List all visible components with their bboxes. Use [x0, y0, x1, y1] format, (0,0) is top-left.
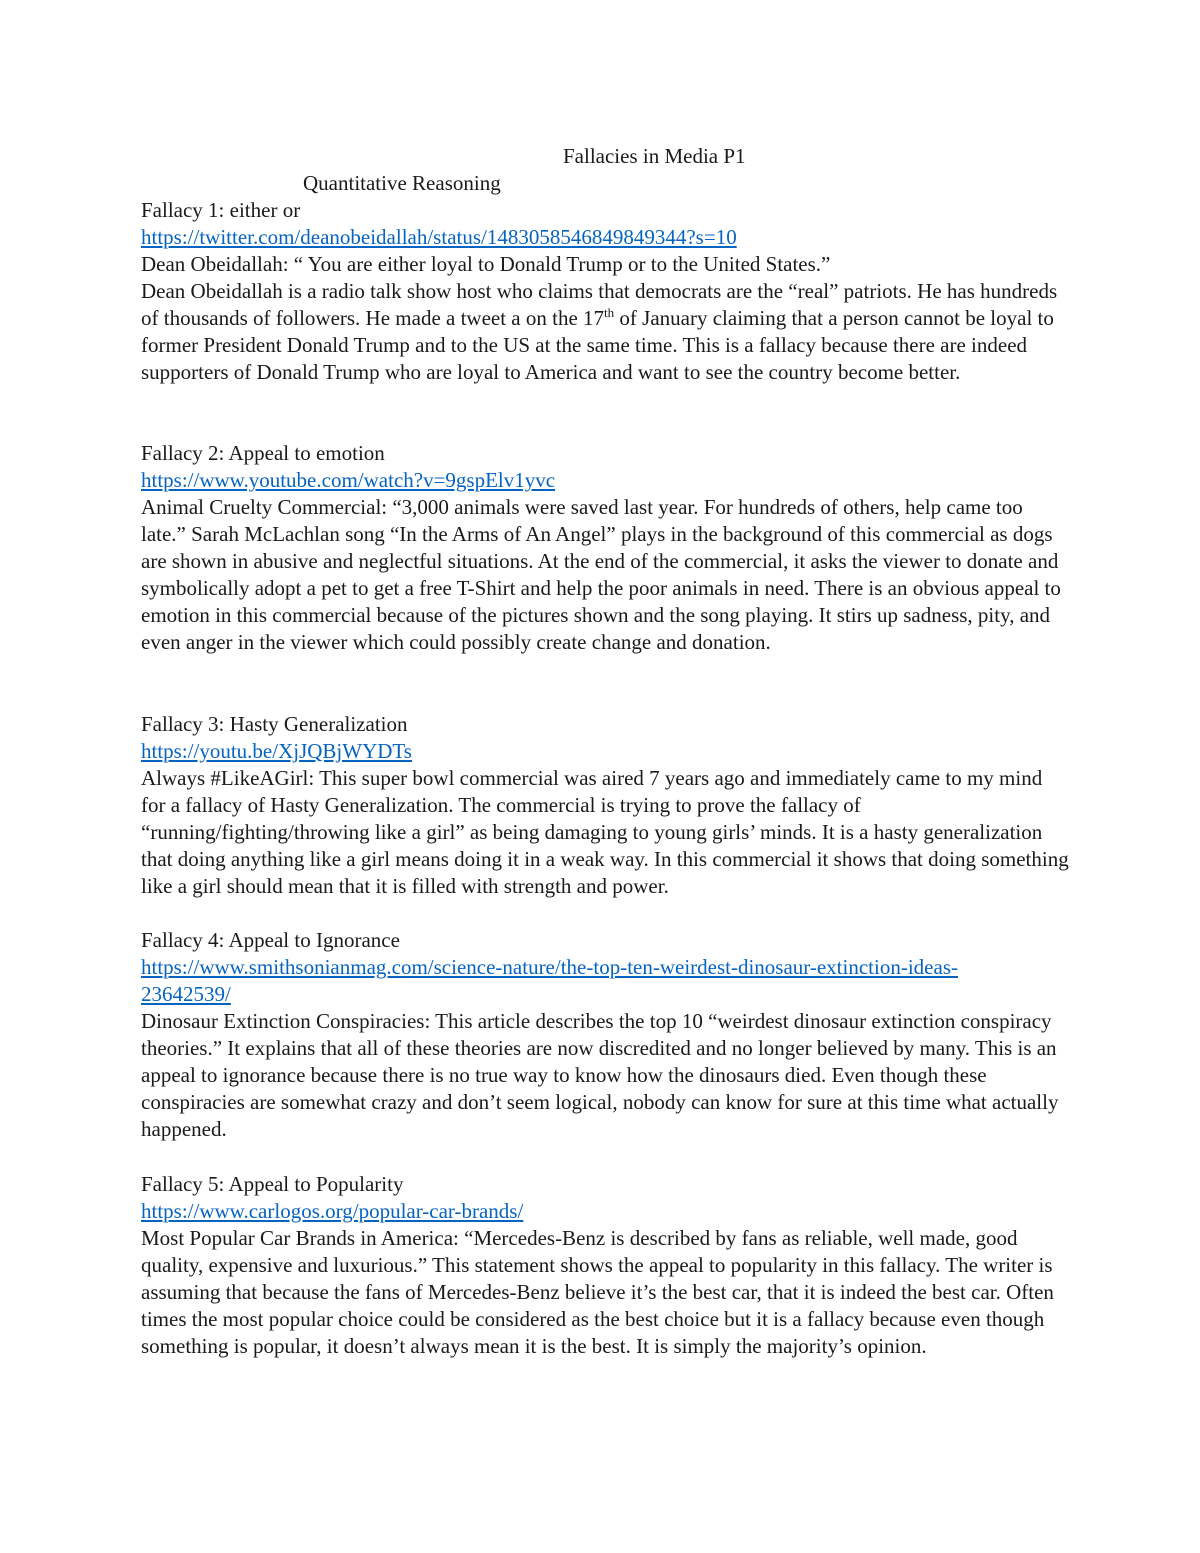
fallacy-heading: Fallacy 2: Appeal to emotion — [141, 441, 385, 465]
fallacy-heading: Fallacy 1: either or — [141, 198, 301, 222]
fallacy-explanation: Dinosaur Extinction Conspiracies: This article describes the top 10 “weirdest dinosaur extinction conspiracy theories.” It explains that all of these theories are now discredited and no longer believed by many. This is an appeal to ignorance because there is no true way to know how the dinosaurs died. Even though these conspiracies are somewhat crazy and don’t seem logical, nobody can know for sure at this time what actually happened. — [141, 1009, 1059, 1141]
assignment-title: Fallacies in Media P1 — [563, 144, 746, 168]
fallacy-explanation: Animal Cruelty Commercial: “3,000 animals were saved last year. For hundreds of others, help came too late.” Sarah McLachlan song “In the Arms of An Angel” plays in the background of this commercial as dogs are shown in abusive and neglectful situations. At the end of the commercial, it asks the viewer to donate and symbolically adopt a pet to get a free T-Shirt and help the poor animals in need. There is an obvious appeal to emotion in this commercial because of the pictures shown and the song playing. It stirs up sadness, pity, and even anger in the viewer which could possibly create change and donation. — [141, 495, 1061, 654]
fallacy-section-5 — [141, 1171, 1071, 1360]
source-link[interactable]: https://www.youtube.com/watch?v=9gspElv1yvc — [141, 468, 556, 492]
fallacy-explanation: Always #LikeAGirl: This super bowl commercial was aired 7 years ago and immediately came to my mind for a fallacy of Hasty Generalization. The commercial is trying to prove the fallacy of “running/fighting/throwing like a girl” as being damaging to young girls’ minds. It is a hasty generalization that doing anything like a girl means doing it in a weak way. In this commercial it shows that doing something like a girl should mean that it is filled with strength and power. — [141, 766, 1069, 898]
fallacy-section-2 — [141, 440, 1071, 656]
explanation-text-cont: of January claiming that a person cannot be loyal to former President Donald Trump and to the US at the same time. This is a fallacy because there are indeed supporters of Donald Trump who are loyal to America and want to see the country become better. — [141, 306, 1054, 384]
source-link-line-1[interactable]: https://www.smithsonianmag.com/science-nature/the-top-ten-weirdest-dinosaur-extinction-ideas- — [141, 955, 958, 979]
fallacy-explanation — [141, 278, 1071, 386]
fallacy-heading: Fallacy 5: Appeal to Popularity — [141, 1172, 404, 1196]
fallacy-quote: Dean Obeidallah: “ You are either loyal to Donald Trump or to the United States.” — [141, 252, 831, 276]
course-title: Quantitative Reasoning — [303, 171, 501, 195]
fallacy-section-1 — [141, 197, 1071, 386]
source-link[interactable]: https://youtu.be/XjJQBjWYDTs — [141, 739, 412, 763]
source-link[interactable] — [141, 955, 958, 1006]
fallacy-heading: Fallacy 3: Hasty Generalization — [141, 712, 408, 736]
source-link[interactable]: https://www.carlogos.org/popular-car-brands/ — [141, 1199, 524, 1223]
ordinal-superscript: th — [604, 305, 615, 320]
fallacy-section-4 — [141, 927, 1071, 1143]
fallacy-explanation: Most Popular Car Brands in America: “Mercedes-Benz is described by fans as reliable, well made, good quality, expensive and luxurious.” This statement shows the appeal to popularity in this fallacy. The writer is assuming that because the fans of Mercedes-Benz believe it’s the best car, that it is indeed the best car. Often times the most popular choice could be considered as the best choice but it is a fallacy because even though something is popular, it doesn’t always mean it is the best. It is simply the majority’s opinion. — [141, 1226, 1054, 1358]
source-link[interactable]: https://twitter.com/deanobeidallah/status/1483058546849849344?s=10 — [141, 225, 737, 249]
explanation-text: Dean Obeidallah is a radio talk show host who claims that democrats are the “real” patriots. He has hundreds of thousands of followers. He made a tweet a on the 17 — [141, 279, 1058, 330]
fallacy-heading: Fallacy 4: Appeal to Ignorance — [141, 928, 400, 952]
source-link-line-2[interactable]: 23642539/ — [141, 982, 231, 1006]
fallacy-section-3 — [141, 711, 1071, 900]
